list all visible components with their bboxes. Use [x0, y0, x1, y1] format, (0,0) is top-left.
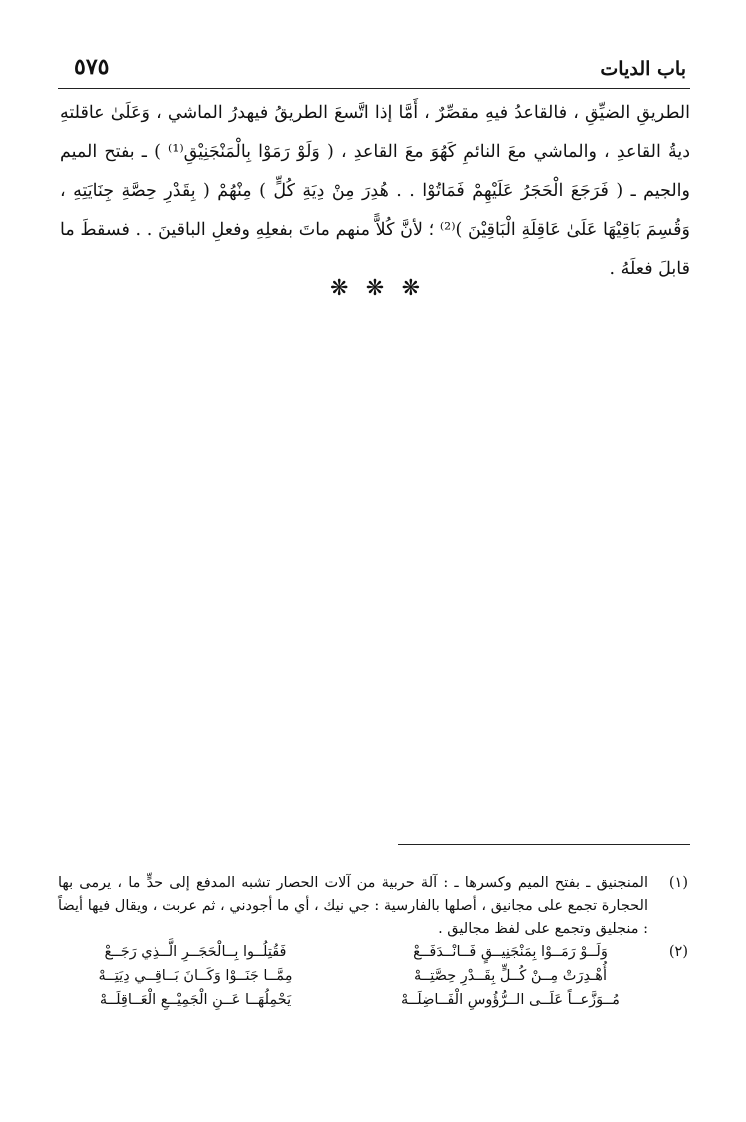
verse-second-hemistich: مِمَّــا جَنَــوْا وَكَــانَ بَــاقِــي دِيَتِــهْ: [98, 968, 293, 984]
verse-second-hemistich: يَحْمِلُهَــا عَــنِ الْجَمِيْــعِ الْعَــاقِلَــهْ: [99, 992, 292, 1008]
footnote-divider: [398, 844, 690, 845]
verse-line: [58, 941, 648, 965]
main-text-block: [60, 94, 690, 289]
main-paragraph: الطريقِ الضيِّقِ ، فالقاعدُ فيهِ مقصِّرٌ ، أَمَّا إذا اتَّسعَ الطريقُ فيهدرُ الماشي ، وَعَلَىٰ عاقلتهِ ديةُ القاعدِ ، والماشي معَ النائمِ كَهُوَ معَ القاعدِ ، ( وَلَوْ رَمَوْا بِالْمَنْجَنِيْقِ⁽¹⁾ ) ـ بفتح الميم والجيم ـ ( فَرَجَعَ الْحَجَرُ عَلَيْهِمْ فَمَاتُوْا . . هُدِرَ مِنْ دِيَةِ كُلٍّ ) مِنْهُمْ ( بِقَدْرِ حِصَّةِ جِنَايَتِهِ ، وَقُسِمَ بَاقِيْهَا عَلَىٰ عَاقِلَةِ الْبَاقِيْنَ )⁽²⁾ ؛ لأنَّ كُلاًّ منهم ماتَ بفعلِهِ وفعلِ الباقينَ . . فسقطَ ما قابلَ فعلَهُ .: [60, 103, 691, 279]
footnote-text: المنجنيق ـ بفتح الميم وكسرها ـ : آلة حربية من آلات الحصار تشبه المدفع إلى حدٍّ ما ، يرمى بها الحجارة تجمع على مجانيق ، أصلها بالفارسية : جي نيك ، أي ما أجودني ، ثم عربت ، ويقال فيها أيضاً : منجليق وتجمع على لفظ مجاليق .: [58, 875, 648, 937]
page-header: [58, 54, 690, 89]
verse-first-hemistich: أُهْـدِرَتْ مِــنْ كُــلٍّ بِقَــدْرِ حِصَّتِــهْ: [414, 968, 607, 984]
chapter-title: باب الديات: [600, 58, 686, 80]
footnote-marker: (١): [668, 875, 688, 891]
verse-first-hemistich: وَلَــوْ رَمَــوْا بِمَنْجَنِيــقٍ فَــانْــدَفَــعْ: [413, 944, 608, 960]
footnotes: [58, 872, 690, 1013]
footnote-2: [58, 941, 690, 1013]
verse-second-hemistich: فَقُتِلُــوا بِــالْحَجَــرِ الَّــذِي رَجَــعْ: [104, 944, 287, 960]
star-ornament-icon: ❋: [365, 276, 385, 301]
page-number: ٥٧٥: [74, 54, 110, 80]
verse-first-hemistich: مُــوَزَّعــاً عَلَــى الــرُّؤُوسِ الْفَــاضِلَــهْ: [401, 992, 620, 1008]
star-ornament-icon: ❋: [330, 276, 349, 301]
star-ornament-icon: ❋: [401, 276, 420, 301]
poem-verses: [58, 941, 648, 1013]
section-separator: [330, 276, 420, 301]
footnote-1: [58, 872, 690, 941]
verse-line: [58, 965, 648, 989]
footnote-marker: (٢): [668, 944, 688, 960]
verse-line: [58, 989, 648, 1013]
